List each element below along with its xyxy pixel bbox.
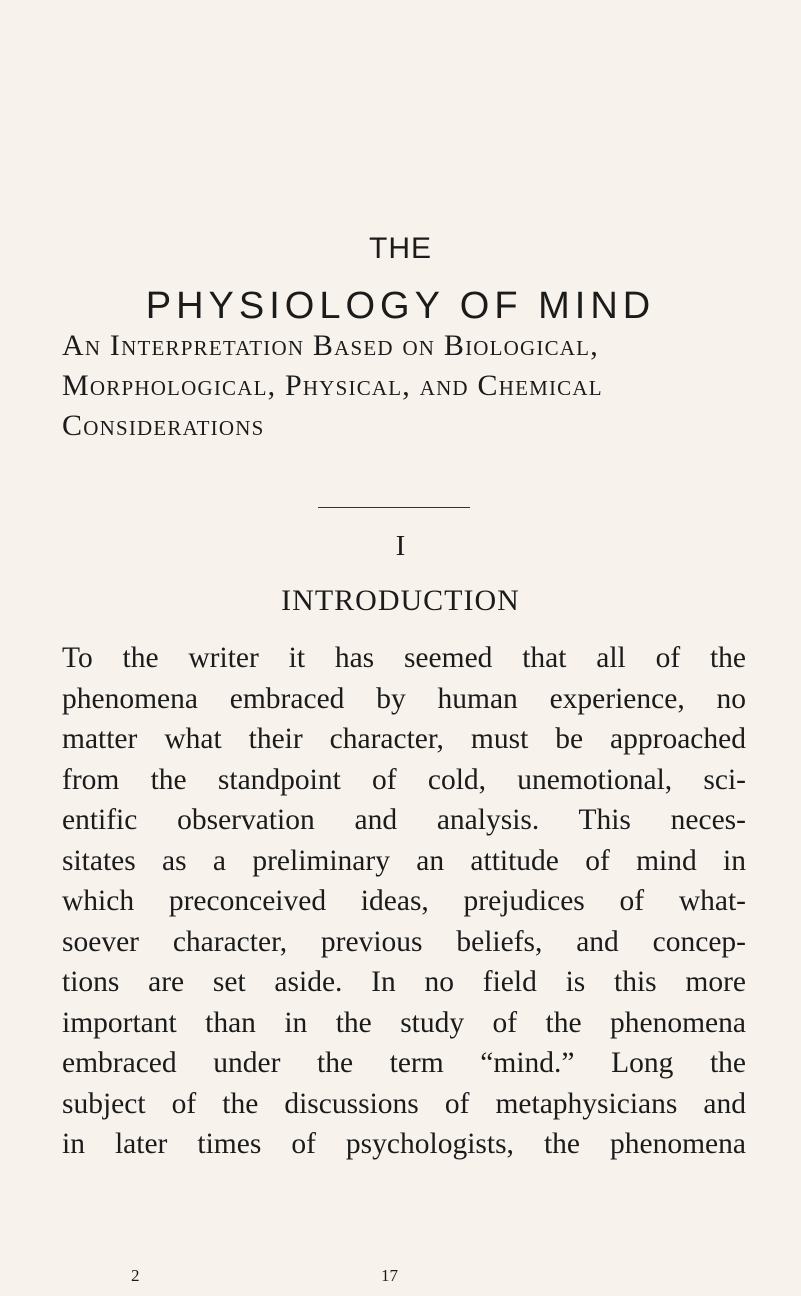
text-line: matter what their character, must be approached [62, 723, 746, 755]
text-line: from the standpoint of cold, unemotional, sci- [62, 763, 746, 796]
signature-mark: 2 [131, 1266, 140, 1285]
book-subtitle [62, 326, 752, 446]
title-article: THE [369, 232, 432, 265]
text-line: To the writer it has seemed that all of the [62, 642, 746, 674]
chapter-title: INTRODUCTION [281, 584, 520, 617]
divider-rule [318, 507, 470, 508]
text-line: in later times of psychologists, the phenomena [62, 1128, 746, 1160]
text-line: embraced under the term “mind.” Long the [62, 1047, 746, 1079]
page-number: 17 [381, 1266, 398, 1285]
text-line: soever character, previous beliefs, and concep- [62, 925, 746, 958]
text-line: phenomena embraced by human experience, no [62, 682, 746, 715]
text-line: subject of the discussions of metaphysicians and [62, 1087, 746, 1120]
text-line: tions are set aside. In no field is this more [62, 966, 746, 998]
subtitle-line: Morphological, Physical, and Chemical [62, 369, 603, 402]
chapter-number: I [395, 530, 406, 562]
text-line: important than in the study of the phenomena [62, 1006, 746, 1039]
subtitle-line: An Interpretation Based on Biological, [62, 329, 599, 362]
text-line: entific observation and analysis. This neces- [62, 804, 746, 836]
book-title: PHYSIOLOGY OF MIND [145, 285, 656, 327]
subtitle-line: Considerations [62, 409, 265, 442]
body-paragraph [62, 638, 746, 1165]
text-line: which preconceived ideas, prejudices of what- [62, 885, 746, 917]
text-line: sitates as a preliminary an attitude of mind in [62, 844, 746, 877]
